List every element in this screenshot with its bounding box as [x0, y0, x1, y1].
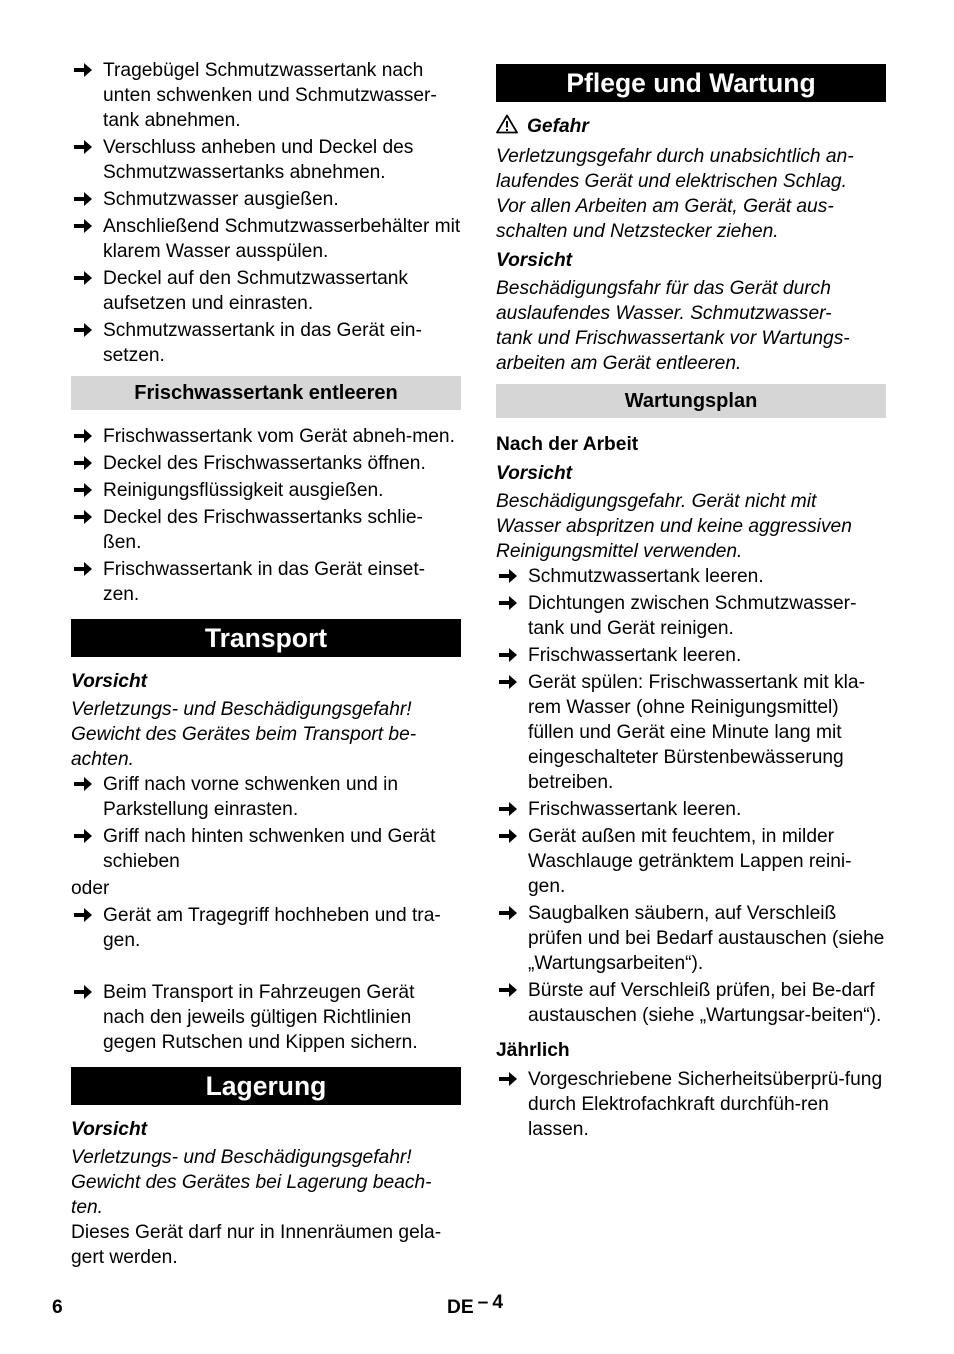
item-text: Deckel auf den Schmutzwassertank aufsetzen und einrasten.	[103, 268, 409, 314]
list-item	[71, 824, 461, 874]
item-text: Dichtungen zwischen Schmutzwasser-tank und Gerät reinigen.	[528, 593, 857, 639]
item-text: Bürste auf Verschleiß prüfen, bei Be-darf austauschen (siehe „Wartungsar-beiten“).	[528, 980, 882, 1026]
caution-text-line: Verletzungs- und Beschädigungsgefahr!	[71, 699, 412, 720]
right-arrow-icon	[498, 594, 518, 612]
item-text: Frischwassertank leeren.	[528, 799, 742, 820]
caution-label: Vorsicht	[496, 250, 573, 271]
body-text-line: Dieses Gerät darf nur in Innenräumen gela-	[71, 1222, 442, 1243]
caution-text-line: achten.	[71, 749, 134, 770]
right-arrow-icon	[498, 904, 518, 922]
body-text-line: gert werden.	[71, 1247, 178, 1268]
list-item	[71, 772, 461, 822]
danger-text-line: schalten und Netzstecker ziehen.	[496, 221, 779, 242]
item-text: Tragebügel Schmutzwassertank nach unten schwenken und Schmutzwasser-tank abnehmen.	[103, 60, 437, 131]
caution-text-line: Gewicht des Gerätes beim Transport be-	[71, 724, 417, 745]
danger-label: Gefahr	[527, 116, 589, 137]
list-item	[496, 643, 886, 668]
right-arrow-icon	[73, 190, 93, 208]
right-arrow-icon	[73, 61, 93, 79]
or-text: oder	[71, 878, 110, 899]
caution-text-line: ten.	[71, 1197, 104, 1218]
separator: –	[477, 1292, 489, 1313]
language-code: DE	[447, 1297, 474, 1318]
right-arrow-icon	[73, 906, 93, 924]
item-text: Gerät am Tragegriff hochheben und tra-gen.	[103, 905, 441, 951]
list-item	[496, 797, 886, 822]
list-item	[71, 478, 461, 503]
list-item	[71, 505, 461, 555]
item-text: Schmutzwasser ausgießen.	[103, 189, 339, 210]
list-item	[71, 135, 461, 185]
item-text: Deckel des Frischwassertanks öffnen.	[103, 453, 426, 474]
right-arrow-icon	[73, 983, 93, 1001]
right-arrow-icon	[73, 454, 93, 472]
item-text: Saugbalken säubern, auf Verschleiß prüfen und bei Bedarf austauschen (siehe „Wartungsarbeiten“).	[528, 903, 885, 974]
right-arrow-icon	[73, 138, 93, 156]
subheading-nach-der-arbeit: Nach der Arbeit	[496, 434, 639, 455]
item-text: Reinigungsflüssigkeit ausgießen.	[103, 480, 384, 501]
item-text: Frischwassertank in das Gerät einset-zen.	[103, 559, 426, 605]
right-arrow-icon	[73, 427, 93, 445]
section-title-pflege-und-wartung: Pflege und Wartung	[496, 64, 886, 102]
item-text: Vorgeschriebene Sicherheitsüberprü-fung durch Elektrofachkraft durchfüh-ren lassen.	[528, 1069, 883, 1140]
page-number: 6	[52, 1297, 63, 1318]
item-text: Deckel des Frischwassertanks schlie-ßen.	[103, 507, 423, 553]
right-arrow-icon	[498, 567, 518, 585]
right-arrow-icon	[73, 321, 93, 339]
danger-text-line: Vor allen Arbeiten am Gerät, Gerät aus-	[496, 196, 834, 217]
section-title-transport: Transport	[71, 619, 461, 657]
item-text: Gerät spülen: Frischwassertank mit kla-rem Wasser (ohne Reinigungsmittel) füllen und Gerät eine Minute lang mit eingeschalteter Bürstenbewässerung betreiben.	[528, 672, 865, 793]
danger-text-line: Verletzungsgefahr durch unabsichtlich an-	[496, 146, 854, 167]
list-item	[496, 978, 886, 1028]
list-item	[71, 266, 461, 316]
section-heading-frischwassertank: Frischwassertank entleeren	[71, 376, 461, 410]
caution-text-line: Beschädigungsgefahr. Gerät nicht mit	[496, 491, 817, 512]
caution-text-line: Wasser abspritzen und keine aggressiven	[496, 516, 852, 537]
caution-text-line: tank und Frischwassertank vor Wartungs-	[496, 328, 850, 349]
danger-text-line: laufendes Gerät und elektrischen Schlag.	[496, 171, 847, 192]
section-heading-wartungsplan: Wartungsplan	[496, 384, 886, 418]
right-arrow-icon	[73, 481, 93, 499]
right-arrow-icon	[73, 827, 93, 845]
item-text: Verschluss anheben und Deckel des Schmutzwassertanks abnehmen.	[103, 137, 414, 183]
item-text: Schmutzwassertank leeren.	[528, 566, 764, 587]
list-item	[71, 903, 461, 953]
item-text: Beim Transport in Fahrzeugen Gerät nach den jeweils gültigen Richtlinien gegen Rutschen und Kippen sichern.	[103, 982, 418, 1053]
caution-text-line: Gewicht des Gerätes bei Lagerung beach-	[71, 1172, 432, 1193]
list-item	[71, 980, 461, 1055]
list-item	[71, 58, 461, 133]
list-item	[71, 557, 461, 607]
item-text: Frischwassertank leeren.	[528, 645, 742, 666]
list-item	[496, 670, 886, 795]
list-item	[496, 1067, 886, 1142]
list-item	[71, 187, 461, 212]
right-arrow-icon	[498, 981, 518, 999]
right-column	[496, 58, 886, 1144]
section-title-lagerung: Lagerung	[71, 1067, 461, 1105]
list-item	[496, 591, 886, 641]
caution-text-line: Verletzungs- und Beschädigungsgefahr!	[71, 1147, 412, 1168]
section-page-number: 4	[492, 1292, 503, 1313]
item-text: Anschließend Schmutzwasserbehälter mit klarem Wasser ausspülen.	[103, 216, 461, 262]
list-item	[71, 451, 461, 476]
section-page-label	[447, 1292, 503, 1319]
subheading-jaehrlich: Jährlich	[496, 1040, 570, 1061]
right-arrow-icon	[73, 508, 93, 526]
left-column	[71, 58, 461, 1270]
caution-label: Vorsicht	[71, 1119, 148, 1140]
item-text: Frischwassertank vom Gerät abneh-men.	[103, 426, 455, 447]
item-text: Griff nach vorne schwenken und in Parkstellung einrasten.	[103, 774, 399, 820]
caution-label: Vorsicht	[71, 671, 148, 692]
caution-label: Vorsicht	[496, 463, 573, 484]
list-item	[496, 824, 886, 899]
item-text: Griff nach hinten schwenken und Gerät schieben	[103, 826, 436, 872]
right-arrow-icon	[73, 217, 93, 235]
caution-text-line: auslaufendes Wasser. Schmutzwasser-	[496, 303, 832, 324]
warning-triangle-icon	[496, 114, 518, 141]
caution-text-line: Reinigungsmittel verwenden.	[496, 541, 743, 562]
danger-label-row	[496, 114, 886, 141]
list-item	[496, 901, 886, 976]
right-arrow-icon	[73, 269, 93, 287]
spacer	[71, 955, 461, 980]
caution-text-line: arbeiten am Gerät entleeren.	[496, 353, 742, 374]
right-arrow-icon	[498, 800, 518, 818]
item-text: Gerät außen mit feuchtem, in milder Waschlauge getränktem Lappen reini-gen.	[528, 826, 852, 897]
right-arrow-icon	[498, 646, 518, 664]
right-arrow-icon	[498, 827, 518, 845]
right-arrow-icon	[498, 1070, 518, 1088]
right-arrow-icon	[73, 560, 93, 578]
caution-text-line: Beschädigungsfahr für das Gerät durch	[496, 278, 831, 299]
list-item	[496, 564, 886, 589]
list-item	[71, 214, 461, 264]
right-arrow-icon	[498, 673, 518, 691]
right-arrow-icon	[73, 775, 93, 793]
list-item	[71, 424, 461, 449]
list-item	[71, 318, 461, 368]
item-text: Schmutzwassertank in das Gerät ein-setzen.	[103, 320, 422, 366]
